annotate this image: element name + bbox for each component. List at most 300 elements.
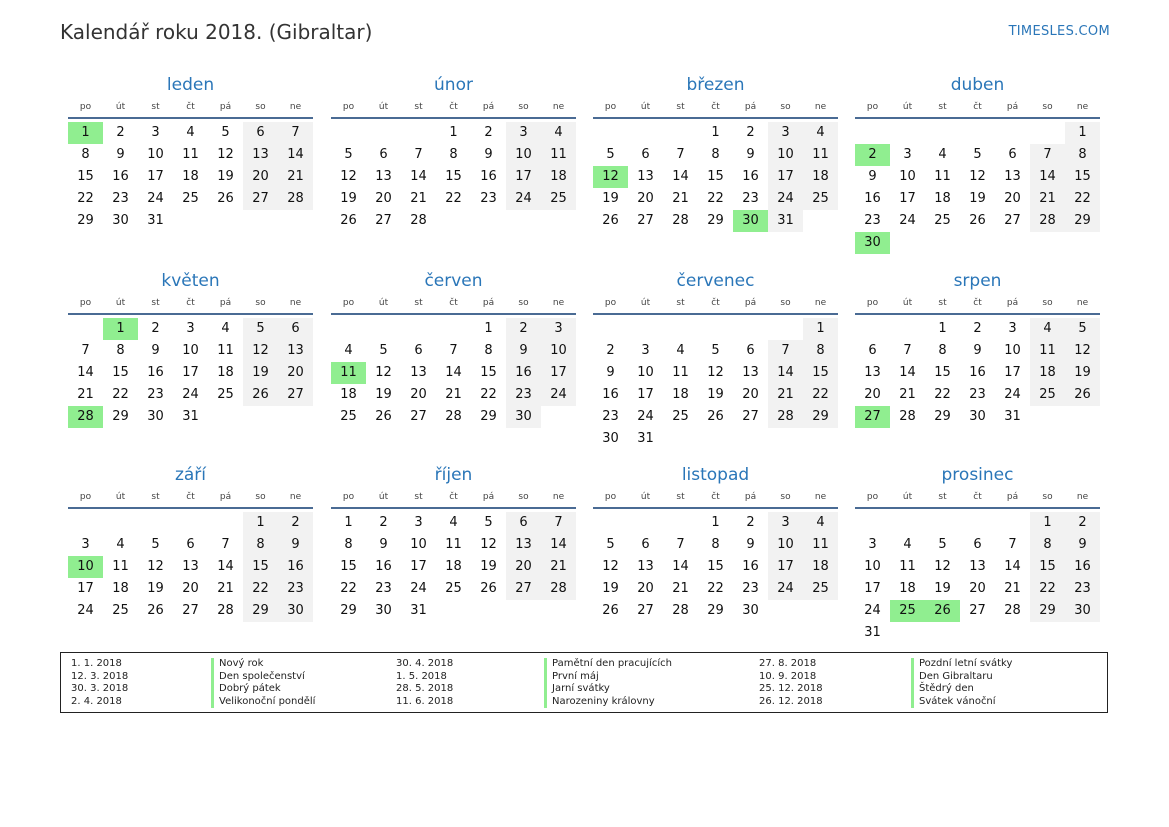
weekday-label: út xyxy=(640,492,651,502)
empty-cell xyxy=(995,122,1030,144)
month-name: prosinec xyxy=(941,465,1014,485)
day-cell: 19 xyxy=(217,169,234,184)
day-cell: 22 xyxy=(445,191,462,206)
weekday-header xyxy=(593,294,838,315)
weekday-label: st xyxy=(938,102,947,112)
legend-holiday-name: Pozdní letní svátky xyxy=(911,658,1012,671)
day-cell: 31 xyxy=(147,213,164,228)
day-cell: 8 xyxy=(711,147,720,162)
day-cell: 14 xyxy=(445,365,462,380)
day-cell: 10 xyxy=(1004,343,1021,358)
day-cell: 9 xyxy=(151,343,160,358)
month-8 xyxy=(855,268,1100,428)
legend-holiday-name: Velikonoční pondělí xyxy=(211,696,315,709)
empty-cell xyxy=(628,318,663,340)
empty-cell xyxy=(68,512,103,534)
empty-cell xyxy=(68,318,103,340)
day-cell: 3 xyxy=(506,122,541,144)
weekday-label: so xyxy=(518,298,529,308)
day-cell: 30 xyxy=(278,600,313,622)
day-cell: 6 xyxy=(243,122,278,144)
weekday-label: po xyxy=(604,102,617,112)
legend-holiday-name: Nový rok xyxy=(211,658,315,671)
day-cell: 2 xyxy=(506,318,541,340)
day-cell: 14 xyxy=(1004,559,1021,574)
day-cell: 10 xyxy=(899,169,916,184)
day-cell: 13 xyxy=(1004,169,1021,184)
day-cell: 25 xyxy=(541,188,576,210)
day-cell: 24 xyxy=(182,387,199,402)
weekday-label: pá xyxy=(219,102,232,112)
day-cell: 10 xyxy=(864,559,881,574)
day-cell: 9 xyxy=(868,169,877,184)
day-cell: 7 xyxy=(221,537,230,552)
day-cell: 23 xyxy=(742,191,759,206)
day-cell: 11 xyxy=(672,365,689,380)
weekday-label: st xyxy=(151,298,160,308)
day-cell: 22 xyxy=(1030,578,1065,600)
day-grid xyxy=(593,512,838,622)
day-cell: 28 xyxy=(1004,603,1021,618)
day-cell: 27 xyxy=(243,188,278,210)
day-cell: 15 xyxy=(243,556,278,578)
weekday-label: út xyxy=(378,298,389,308)
day-cell: 9 xyxy=(1065,534,1100,556)
day-cell: 22 xyxy=(934,387,951,402)
day-cell: 15 xyxy=(340,559,357,574)
weekday-label: ne xyxy=(1076,102,1089,112)
day-cell: 17 xyxy=(768,556,803,578)
day-cell: 18 xyxy=(217,365,234,380)
day-cell: 15 xyxy=(1030,556,1065,578)
legend-names-column xyxy=(911,658,1012,708)
weekday-label: čt xyxy=(186,298,195,308)
weekday-label: út xyxy=(902,492,913,502)
weekday-header xyxy=(855,488,1100,509)
page-title: Kalendář roku 2018. (Gibraltar) xyxy=(60,20,373,44)
day-cell: 7 xyxy=(1030,144,1065,166)
empty-cell xyxy=(593,318,628,340)
day-cell: 13 xyxy=(375,169,392,184)
month-name: červen xyxy=(424,271,483,291)
day-cell: 20 xyxy=(410,387,427,402)
legend-names-column xyxy=(211,658,315,708)
month-name: říjen xyxy=(434,465,473,485)
day-cell: 15 xyxy=(707,559,724,574)
empty-cell xyxy=(331,318,366,340)
day-cell: 6 xyxy=(186,537,195,552)
weekday-label: út xyxy=(115,298,126,308)
weekday-label: st xyxy=(938,492,947,502)
day-cell: 27 xyxy=(969,603,986,618)
weekday-header xyxy=(331,98,576,119)
day-cell: 26 xyxy=(602,603,619,618)
weekday-label: čt xyxy=(711,298,720,308)
day-cell: 17 xyxy=(899,191,916,206)
weekday-header xyxy=(593,488,838,509)
day-cell: 4 xyxy=(344,343,353,358)
day-grid xyxy=(855,318,1100,428)
day-cell: 1 xyxy=(243,512,278,534)
empty-cell xyxy=(401,122,436,144)
day-cell: 1 xyxy=(1030,512,1065,534)
legend-date: 30. 3. 2018 xyxy=(71,683,129,695)
day-cell: 14 xyxy=(768,362,803,384)
day-cell: 13 xyxy=(410,365,427,380)
day-cell: 10 xyxy=(541,340,576,362)
weekday-header xyxy=(331,294,576,315)
month-9 xyxy=(68,462,313,622)
weekday-label: út xyxy=(378,102,389,112)
weekday-label: čt xyxy=(711,102,720,112)
day-cell: 8 xyxy=(484,343,493,358)
day-cell: 4 xyxy=(449,515,458,530)
day-cell: 17 xyxy=(147,169,164,184)
day-cell: 18 xyxy=(899,581,916,596)
weekday-label: so xyxy=(780,492,791,502)
day-cell: 1 xyxy=(938,321,947,336)
day-cell: 8 xyxy=(81,147,90,162)
empty-cell xyxy=(593,512,628,534)
day-cell: 7 xyxy=(676,537,685,552)
weekday-label: po xyxy=(866,492,879,502)
weekday-label: ne xyxy=(289,298,302,308)
day-cell: 18 xyxy=(182,169,199,184)
day-grid xyxy=(68,122,313,232)
day-cell: 22 xyxy=(707,581,724,596)
day-cell: 29 xyxy=(707,213,724,228)
day-cell: 11 xyxy=(899,559,916,574)
weekday-label: ne xyxy=(814,102,827,112)
day-cell: 15 xyxy=(707,169,724,184)
day-cell: 22 xyxy=(803,384,838,406)
day-cell: 17 xyxy=(864,581,881,596)
weekday-label: so xyxy=(780,102,791,112)
day-cell: 4 xyxy=(186,125,195,140)
holiday-day: 11 xyxy=(331,362,366,384)
day-cell: 29 xyxy=(707,603,724,618)
day-cell: 29 xyxy=(934,409,951,424)
weekday-label: pá xyxy=(1006,492,1019,502)
day-cell: 2 xyxy=(746,515,755,530)
weekday-label: ne xyxy=(1076,492,1089,502)
day-cell: 20 xyxy=(637,581,654,596)
weekday-label: po xyxy=(604,298,617,308)
day-cell: 4 xyxy=(903,537,912,552)
day-cell: 23 xyxy=(602,409,619,424)
weekday-label: po xyxy=(79,492,92,502)
day-cell: 20 xyxy=(1004,191,1021,206)
empty-cell xyxy=(925,122,960,144)
month-12 xyxy=(855,462,1100,644)
day-cell: 9 xyxy=(973,343,982,358)
day-cell: 11 xyxy=(217,343,234,358)
day-cell: 27 xyxy=(182,603,199,618)
day-cell: 22 xyxy=(340,581,357,596)
weekday-label: út xyxy=(902,102,913,112)
day-cell: 21 xyxy=(768,384,803,406)
day-cell: 20 xyxy=(969,581,986,596)
day-cell: 19 xyxy=(707,387,724,402)
day-cell: 8 xyxy=(711,537,720,552)
day-cell: 5 xyxy=(973,147,982,162)
day-cell: 23 xyxy=(864,213,881,228)
weekday-label: so xyxy=(780,298,791,308)
day-cell: 11 xyxy=(112,559,129,574)
day-cell: 6 xyxy=(641,537,650,552)
day-cell: 2 xyxy=(151,321,160,336)
legend-date: 1. 1. 2018 xyxy=(71,658,122,669)
legend-holiday-name: Dobrý pátek xyxy=(211,683,315,696)
empty-cell xyxy=(138,512,173,534)
day-cell: 7 xyxy=(541,512,576,534)
day-cell: 26 xyxy=(480,581,497,596)
day-cell: 15 xyxy=(934,365,951,380)
empty-cell xyxy=(366,122,401,144)
day-cell: 2 xyxy=(606,343,615,358)
day-cell: 17 xyxy=(410,559,427,574)
day-cell: 3 xyxy=(151,125,160,140)
weekday-label: so xyxy=(255,102,266,112)
day-cell: 18 xyxy=(1030,362,1065,384)
weekday-label: st xyxy=(414,298,423,308)
day-cell: 16 xyxy=(375,559,392,574)
day-cell: 11 xyxy=(934,169,951,184)
day-cell: 23 xyxy=(969,387,986,402)
day-cell: 10 xyxy=(768,534,803,556)
day-cell: 11 xyxy=(182,147,199,162)
day-cell: 25 xyxy=(672,409,689,424)
legend-names-column xyxy=(544,658,672,708)
day-cell: 12 xyxy=(340,169,357,184)
day-cell: 30 xyxy=(742,603,759,618)
day-cell: 26 xyxy=(375,409,392,424)
legend-holiday-name: Štědrý den xyxy=(911,683,1012,696)
empty-cell xyxy=(208,512,243,534)
day-cell: 28 xyxy=(768,406,803,428)
day-cell: 15 xyxy=(480,365,497,380)
legend-date: 28. 5. 2018 xyxy=(396,683,454,695)
day-cell: 30 xyxy=(375,603,392,618)
day-cell: 9 xyxy=(484,147,493,162)
day-cell: 13 xyxy=(637,169,654,184)
day-cell: 3 xyxy=(1008,321,1017,336)
day-cell: 2 xyxy=(116,125,125,140)
site-link[interactable]: TIMESLES.COM xyxy=(1008,24,1110,39)
day-cell: 29 xyxy=(77,213,94,228)
day-cell: 16 xyxy=(278,556,313,578)
weekday-label: čt xyxy=(186,492,195,502)
weekday-label: po xyxy=(866,298,879,308)
day-cell: 24 xyxy=(899,213,916,228)
legend-date: 11. 6. 2018 xyxy=(396,695,454,707)
day-cell: 3 xyxy=(868,537,877,552)
day-cell: 29 xyxy=(480,409,497,424)
day-cell: 13 xyxy=(506,534,541,556)
day-cell: 25 xyxy=(803,188,838,210)
day-cell: 30 xyxy=(969,409,986,424)
weekday-label: čt xyxy=(186,102,195,112)
day-cell: 10 xyxy=(768,144,803,166)
day-cell: 24 xyxy=(77,603,94,618)
day-cell: 24 xyxy=(410,581,427,596)
empty-cell xyxy=(366,318,401,340)
holiday-day: 30 xyxy=(733,210,768,232)
day-cell: 4 xyxy=(541,122,576,144)
day-cell: 31 xyxy=(410,603,427,618)
day-cell: 4 xyxy=(803,512,838,534)
day-cell: 10 xyxy=(637,365,654,380)
weekday-header xyxy=(855,294,1100,315)
day-cell: 8 xyxy=(243,534,278,556)
day-cell: 8 xyxy=(938,343,947,358)
day-cell: 22 xyxy=(480,387,497,402)
weekday-label: pá xyxy=(744,492,757,502)
day-cell: 25 xyxy=(340,409,357,424)
day-cell: 17 xyxy=(768,166,803,188)
empty-cell xyxy=(628,122,663,144)
day-cell: 12 xyxy=(969,169,986,184)
month-10 xyxy=(331,462,576,622)
legend-date: 2. 4. 2018 xyxy=(71,695,122,707)
day-cell: 22 xyxy=(112,387,129,402)
empty-cell xyxy=(768,318,803,340)
holiday-legend xyxy=(60,652,1108,713)
month-name: srpen xyxy=(953,271,1002,291)
weekday-label: po xyxy=(342,102,355,112)
weekday-label: čt xyxy=(449,102,458,112)
day-cell: 24 xyxy=(864,603,881,618)
day-cell: 8 xyxy=(1065,144,1100,166)
empty-cell xyxy=(698,318,733,340)
day-cell: 4 xyxy=(938,147,947,162)
weekday-label: po xyxy=(604,492,617,502)
day-cell: 15 xyxy=(803,362,838,384)
empty-cell xyxy=(890,122,925,144)
day-cell: 12 xyxy=(243,340,278,362)
day-cell: 16 xyxy=(147,365,164,380)
day-cell: 23 xyxy=(742,581,759,596)
day-cell: 12 xyxy=(934,559,951,574)
day-cell: 5 xyxy=(606,147,615,162)
day-cell: 7 xyxy=(81,343,90,358)
weekday-label: ne xyxy=(814,492,827,502)
empty-cell xyxy=(401,318,436,340)
day-cell: 20 xyxy=(637,191,654,206)
legend-dates-column xyxy=(396,658,453,708)
day-cell: 3 xyxy=(81,537,90,552)
day-cell: 30 xyxy=(112,213,129,228)
weekday-label: čt xyxy=(973,492,982,502)
day-cell: 18 xyxy=(672,387,689,402)
day-cell: 22 xyxy=(243,578,278,600)
day-grid xyxy=(593,122,838,232)
weekday-label: st xyxy=(414,102,423,112)
month-5 xyxy=(68,268,313,428)
day-cell: 17 xyxy=(1004,365,1021,380)
day-cell: 25 xyxy=(1030,384,1065,406)
weekday-label: st xyxy=(676,298,685,308)
weekday-header xyxy=(593,98,838,119)
day-cell: 16 xyxy=(742,169,759,184)
legend-date: 27. 8. 2018 xyxy=(759,658,817,669)
legend-date: 1. 5. 2018 xyxy=(396,670,447,682)
day-cell: 6 xyxy=(973,537,982,552)
day-cell: 26 xyxy=(969,213,986,228)
day-cell: 2 xyxy=(484,125,493,140)
day-cell: 20 xyxy=(278,362,313,384)
day-cell: 3 xyxy=(186,321,195,336)
holiday-day: 2 xyxy=(855,144,890,166)
day-cell: 21 xyxy=(445,387,462,402)
day-cell: 5 xyxy=(151,537,160,552)
weekday-label: ne xyxy=(814,298,827,308)
weekday-label: pá xyxy=(1006,298,1019,308)
month-6 xyxy=(331,268,576,428)
empty-cell xyxy=(925,512,960,534)
empty-cell xyxy=(855,122,890,144)
empty-cell xyxy=(855,512,890,534)
holiday-day: 25 xyxy=(890,600,925,622)
empty-cell xyxy=(628,512,663,534)
empty-cell xyxy=(733,318,768,340)
legend-holiday-name: Den Gibraltaru xyxy=(911,671,1012,684)
day-cell: 27 xyxy=(278,384,313,406)
day-cell: 12 xyxy=(480,537,497,552)
day-cell: 24 xyxy=(768,578,803,600)
day-cell: 8 xyxy=(344,537,353,552)
weekday-label: út xyxy=(115,492,126,502)
day-cell: 27 xyxy=(637,603,654,618)
day-cell: 21 xyxy=(1030,188,1065,210)
day-cell: 16 xyxy=(1065,556,1100,578)
day-cell: 13 xyxy=(969,559,986,574)
weekday-header xyxy=(331,488,576,509)
day-cell: 3 xyxy=(414,515,423,530)
day-cell: 2 xyxy=(278,512,313,534)
day-cell: 17 xyxy=(506,166,541,188)
weekday-label: út xyxy=(115,102,126,112)
weekday-label: út xyxy=(640,298,651,308)
day-cell: 6 xyxy=(641,147,650,162)
month-7 xyxy=(593,268,838,450)
day-cell: 1 xyxy=(484,321,493,336)
holiday-day: 27 xyxy=(855,406,890,428)
day-cell: 18 xyxy=(541,166,576,188)
day-cell: 19 xyxy=(480,559,497,574)
day-cell: 26 xyxy=(340,213,357,228)
day-cell: 6 xyxy=(379,147,388,162)
day-cell: 18 xyxy=(803,166,838,188)
weekday-label: ne xyxy=(289,492,302,502)
empty-cell xyxy=(331,122,366,144)
empty-cell xyxy=(593,122,628,144)
day-cell: 30 xyxy=(602,431,619,446)
day-cell: 7 xyxy=(449,343,458,358)
day-cell: 29 xyxy=(1030,600,1065,622)
day-cell: 11 xyxy=(445,537,462,552)
day-cell: 2 xyxy=(1065,512,1100,534)
month-name: červenec xyxy=(676,271,755,291)
day-cell: 27 xyxy=(742,409,759,424)
day-cell: 17 xyxy=(182,365,199,380)
day-grid xyxy=(331,122,576,232)
day-cell: 26 xyxy=(217,191,234,206)
day-cell: 1 xyxy=(803,318,838,340)
weekday-label: pá xyxy=(219,492,232,502)
weekday-label: čt xyxy=(449,492,458,502)
day-cell: 19 xyxy=(340,191,357,206)
